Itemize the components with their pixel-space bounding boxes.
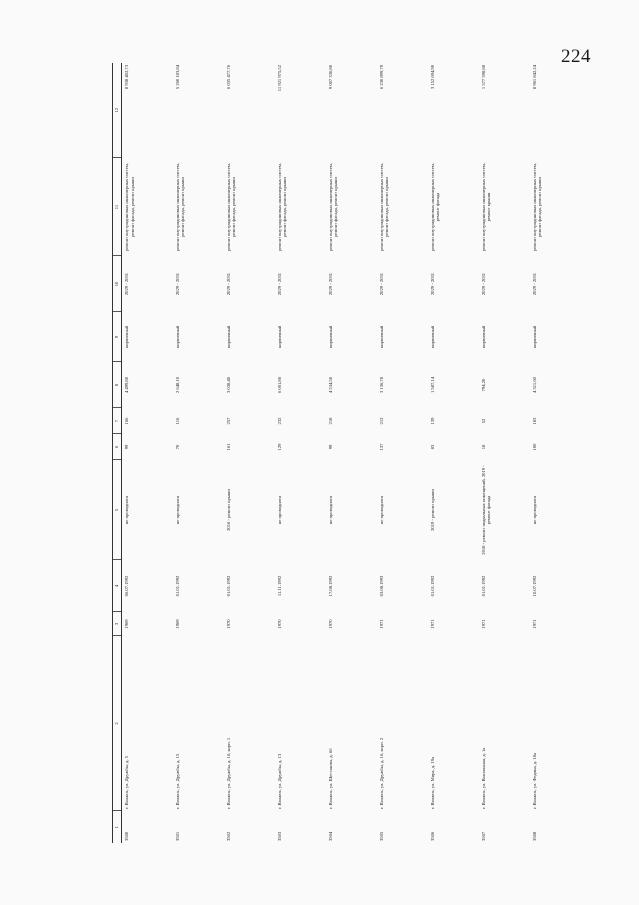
year-built: 1971 <box>480 619 486 629</box>
col-header: 11 <box>113 158 122 256</box>
cost: 9 007 330,80 <box>327 65 333 90</box>
year-built: 1970 <box>225 619 231 629</box>
table-row <box>428 63 479 843</box>
privatization-date: 17.08.1992 <box>327 575 333 597</box>
wall-material: кирпичный <box>225 325 231 349</box>
row-number: 3502 <box>225 831 231 841</box>
area: 2 648,10 <box>174 376 180 394</box>
col-header: 1 <box>113 811 122 843</box>
repair-period: 2029 - 2031 <box>124 272 129 296</box>
repair-types: ремонт внутридомовых инженерных систем, ремонт фасада, ремонт крыши <box>276 163 288 251</box>
repair-types: ремонт внутридомовых инженерных систем, ремонт фасада, ремонт крыши <box>327 163 339 251</box>
col-header: 10 <box>113 256 122 312</box>
privatization-date: 06.07.1992 <box>124 575 129 597</box>
privatization-date: 01.01.1992 <box>225 575 231 597</box>
address: г. Волжск, ул. Шестакова, д. 6б <box>327 748 333 809</box>
table-row <box>173 63 224 843</box>
col-6-value: 137 <box>378 443 384 451</box>
wall-material: кирпичный <box>327 325 333 349</box>
col-7-value: 166 <box>124 417 129 425</box>
row-number: 3500 <box>124 831 129 841</box>
repair-types: ремонт внутридомовых инженерных систем, ремонт крыши <box>480 163 492 251</box>
year-built: 1969 <box>174 619 180 629</box>
prior-repairs: не проводился <box>174 495 180 525</box>
col-header: 7 <box>113 408 122 434</box>
area: 3 038,40 <box>225 376 231 394</box>
area: 4 499,80 <box>124 376 129 394</box>
repair-period: 2029 - 2031 <box>174 272 180 296</box>
prior-repairs: 2016 - ремонт крыши <box>225 489 231 531</box>
wall-material: кирпичный <box>276 325 282 349</box>
col-6-value: 99 <box>327 444 333 450</box>
repair-types: ремонт внутридомовых инженерных систем, ремонт фасада <box>429 163 441 251</box>
address: г. Волжск, ул. Мира, д. 19а <box>429 756 435 809</box>
wall-material: кирпичный <box>480 325 486 349</box>
col-7-value: 232 <box>276 417 282 425</box>
table-row <box>275 63 326 843</box>
wall-material: кирпичный <box>174 325 180 349</box>
repair-period: 2029 - 2031 <box>480 272 486 296</box>
col-header: 6 <box>113 434 122 460</box>
table-row <box>122 63 173 843</box>
col-header: 4 <box>113 560 122 612</box>
col-6-value: 70 <box>174 444 180 450</box>
prior-repairs: не проводился <box>124 495 129 525</box>
area: 4 534,50 <box>327 376 333 394</box>
col-header: 9 <box>113 312 122 362</box>
address: г. Волжск, ул. Вокзальная, д. 1а <box>480 747 486 809</box>
cost: 3 152 694,90 <box>429 65 435 90</box>
privatization-date: 03.08.1993 <box>378 575 384 597</box>
privatization-date: 01.01.1992 <box>429 575 435 597</box>
col-7-value: 139 <box>429 417 435 425</box>
cost: 11 921 975,52 <box>276 65 282 92</box>
area: 1 587,14 <box>429 376 435 394</box>
repair-types: ремонт внутридомовых инженерных систем, ремонт фасада, ремонт крыши <box>174 163 186 251</box>
area: 794,20 <box>480 378 486 392</box>
repair-period: 2029 - 2031 <box>327 272 333 296</box>
privatization-date: 11.11.1992 <box>276 575 282 597</box>
col-7-value: 52 <box>480 418 486 424</box>
address: г. Волжск, ул. Дружбы, д. 16, корп. 1 <box>225 737 231 809</box>
address: г. Волжск, ул. Дружбы, д. 5 <box>124 756 129 809</box>
privatization-date: 01.01.1992 <box>174 575 180 597</box>
wall-material: кирпичный <box>124 325 129 349</box>
prior-repairs: не проводился <box>276 495 282 525</box>
col-7-value: 116 <box>174 417 180 425</box>
prior-repairs: не проводился <box>531 495 537 525</box>
repair-period: 2029 - 2031 <box>378 272 384 296</box>
col-header: 2 <box>113 636 122 811</box>
col-7-value: 218 <box>327 417 333 425</box>
area: 3 136,78 <box>378 376 384 394</box>
col-6-value: 18 <box>480 444 486 450</box>
row-number: 3501 <box>174 831 180 841</box>
privatization-date: 01.01.1992 <box>480 575 486 597</box>
col-7-value: 212 <box>378 417 384 425</box>
cost: 8 938 402,73 <box>124 65 129 90</box>
row-number: 3506 <box>429 831 435 841</box>
year-built: 1970 <box>327 619 333 629</box>
cost: 6 230 899,79 <box>378 65 384 90</box>
table-row <box>530 63 581 843</box>
housing-table <box>112 63 581 843</box>
wall-material: кирпичный <box>378 325 384 349</box>
prior-repairs: 2018 - ремонт подвальных помещений, 2019 - ремонт фасада <box>480 465 492 555</box>
repair-period: 2029 - 2031 <box>429 272 435 296</box>
col-header: 12 <box>113 63 122 158</box>
year-built: 1971 <box>531 619 537 629</box>
col-header: 8 <box>113 362 122 408</box>
row-number: 3505 <box>378 831 384 841</box>
wall-material: кирпичный <box>531 325 537 349</box>
cost: 1 577 598,88 <box>480 65 486 90</box>
col-7-value: 257 <box>225 417 231 425</box>
area: 6 001,80 <box>276 376 282 394</box>
table-row <box>326 63 377 843</box>
repair-types: ремонт внутридомовых инженерных систем, ремонт фасада, ремонт крыши <box>531 163 543 251</box>
col-6-value: 100 <box>531 443 537 451</box>
table-row <box>377 63 428 843</box>
col-header: 5 <box>113 460 122 560</box>
address: г. Волжск, ул. Дружбы, д. 13 <box>276 753 282 809</box>
repair-types: ремонт внутридомовых инженерных систем, ремонт фасада, ремонт крыши <box>225 163 237 251</box>
year-built: 1969 <box>124 619 129 629</box>
address: г. Волжск, ул. Дружбы, д. 15 <box>174 753 180 809</box>
cost: 5 260 183,84 <box>174 65 180 90</box>
privatization-date: 10.07.1992 <box>531 575 537 597</box>
repair-types: ремонт внутридомовых инженерных систем, ремонт фасада, ремонт крыши <box>124 163 135 251</box>
year-built: 1970 <box>276 619 282 629</box>
col-6-value: 161 <box>225 443 231 451</box>
prior-repairs: 2019 - ремонт крыши <box>429 489 435 531</box>
rotated-table-wrapper <box>112 63 552 843</box>
col-6-value: 83 <box>429 444 435 450</box>
prior-repairs: не проводился <box>327 495 333 525</box>
address: г. Волжск, ул. Дружбы, д. 16, корп. 2 <box>378 737 384 809</box>
cost: 8 961 842,24 <box>531 65 537 90</box>
column-number-row <box>113 63 122 843</box>
prior-repairs: не проводился <box>378 495 384 525</box>
area: 4 511,60 <box>531 377 537 393</box>
row-number: 3504 <box>327 831 333 841</box>
row-number: 3508 <box>531 831 537 841</box>
address: г. Волжск, ул. Федина, д. 18а <box>531 752 537 809</box>
repair-period: 2029 - 2031 <box>531 272 537 296</box>
row-number: 3507 <box>480 831 486 841</box>
table-row <box>479 63 530 843</box>
col-7-value: 183 <box>531 417 537 425</box>
cost: 6 035 477,76 <box>225 65 231 90</box>
wall-material: кирпичный <box>429 325 435 349</box>
col-6-value: 99 <box>124 444 129 450</box>
page-number: 224 <box>561 46 591 67</box>
table-row <box>224 63 275 843</box>
repair-period: 2029 - 2031 <box>276 272 282 296</box>
year-built: 1971 <box>378 619 384 629</box>
col-header: 3 <box>113 612 122 636</box>
repair-period: 2029 - 2031 <box>225 272 231 296</box>
row-number: 3503 <box>276 831 282 841</box>
col-6-value: 129 <box>276 443 282 451</box>
repair-types: ремонт внутридомовых инженерных систем, ремонт фасада, ремонт крыши <box>378 163 390 251</box>
year-built: 1971 <box>429 619 435 629</box>
